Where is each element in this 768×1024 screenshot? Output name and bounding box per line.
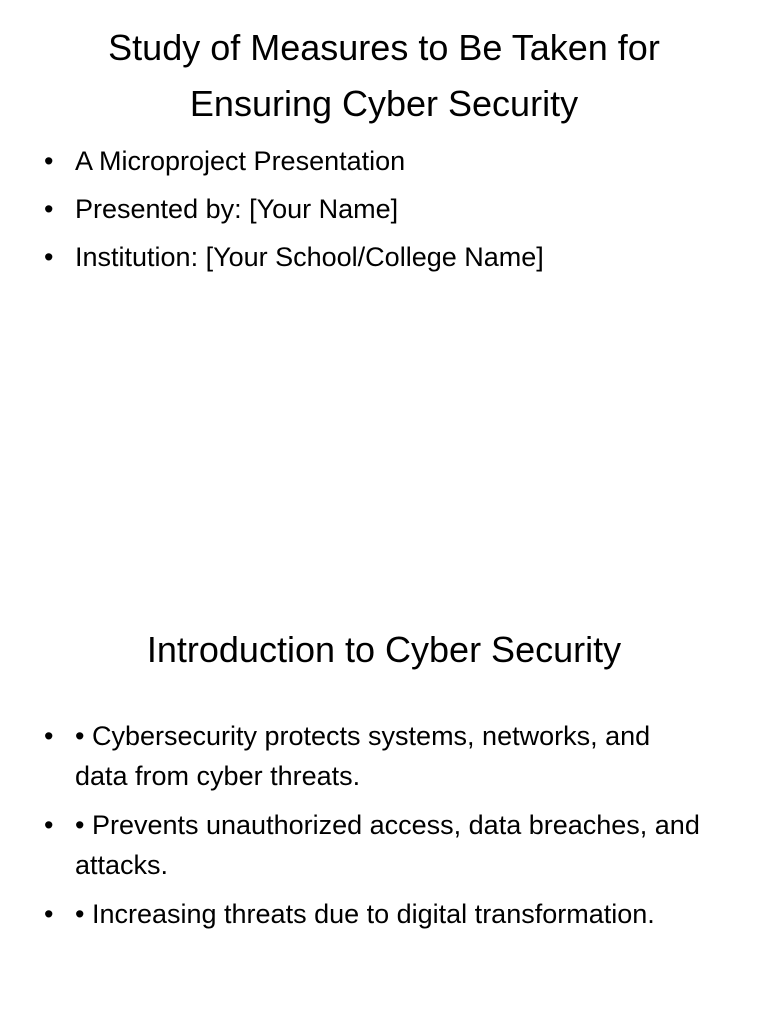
bullet-icon: • [44, 194, 54, 224]
bullet-text: • Increasing threats due to digital transformation. [75, 899, 655, 929]
slide-title: Study of Measures to Be Taken for Ensuring Cyber Security [108, 27, 660, 124]
bullet-item [44, 805, 704, 885]
bullet-text: • Cybersecurity protects systems, networks, and data from cyber threats. [75, 721, 651, 791]
bullet-icon: • [44, 899, 54, 929]
bullet-icon: • [44, 146, 54, 176]
bullet-item [44, 237, 704, 277]
bullet-list [44, 716, 704, 943]
bullet-text: Institution: [Your School/College Name] [75, 242, 544, 272]
bullet-item [44, 141, 704, 181]
bullet-icon: • [44, 242, 54, 272]
bullet-item [44, 189, 704, 229]
slide-title: Introduction to Cyber Security [146, 629, 622, 670]
bullet-text: • Prevents unauthorized access, data breaches, and attacks. [75, 810, 700, 880]
slide-introduction [0, 512, 768, 1024]
bullet-item [44, 716, 704, 796]
bullet-list [44, 141, 704, 285]
bullet-icon: • [44, 810, 54, 840]
bullet-text: Presented by: [Your Name] [75, 194, 399, 224]
bullet-item [44, 894, 704, 934]
bullet-text: A Microproject Presentation [75, 146, 406, 176]
bullet-icon: • [44, 721, 54, 751]
